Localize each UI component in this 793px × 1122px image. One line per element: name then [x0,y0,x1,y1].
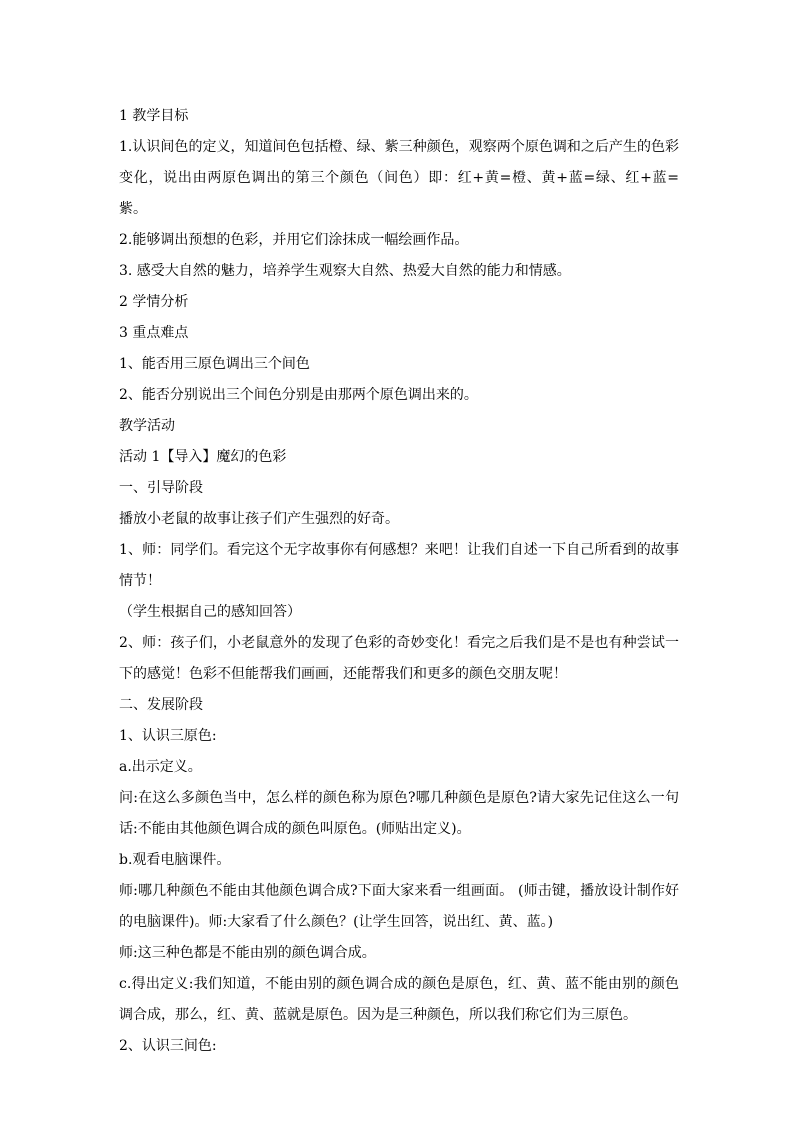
difficulty-2: 2、能否分别说出三个间色分别是由那两个原色调出来的。 [119,387,478,403]
heading-student-analysis: 2 学情分析 [119,294,189,310]
paragraph-question: 问:在这么多颜色当中，怎么样的颜色称为原色?哪几种颜色是原色?请大家先记住这么一句话:不能由其他颜色调合成的颜色叫原色。(师贴出定义)。 [119,790,679,837]
paragraph-teacher-1: 1、师：同学们。看完这个无字故事你有何感想？来吧！让我们自述一下自己所看到的故事情节！ [119,542,679,589]
section-development-stage: 二、发展阶段 [119,697,203,713]
document-body [119,101,679,1062]
heading-key-difficulties: 3 重点难点 [119,325,189,341]
item-b: b.观看电脑课件。 [119,852,231,868]
subsection-secondary-colors: 2、认识三间色: [119,1038,217,1054]
paragraph-teacher-courseware: 师:哪几种颜色不能由其他颜色调合成?下面大家来看一组画面。 (师击键，播放设计制作好的电脑课件)。师:大家看了什么颜色？(让学生回答，说出红、黄、蓝。) [119,883,679,930]
section-guide-stage: 一、引导阶段 [119,480,203,496]
item-c: c.得出定义:我们知道，不能由别的颜色调合成的颜色是原色，红、黄、蓝不能由别的颜色调合成，那么，红、黄、蓝就是原色。因为是三种颜色，所以我们称它们为三原色。 [119,976,679,1023]
paragraph-teacher-2: 2、师：孩子们，小老鼠意外的发现了色彩的奇妙变化！看完之后我们是不是也有种尝试一下的感觉！色彩不但能帮我们画画，还能帮我们和更多的颜色交朋友呢！ [119,635,679,682]
subsection-primary-colors: 1、认识三原色: [119,728,217,744]
goal-3: 3. 感受大自然的魅力，培养学生观察大自然、热爱大自然的能力和情感。 [119,263,571,279]
paragraph-student-answer: （学生根据自己的感知回答） [119,604,301,620]
paragraph-play-story: 播放小老鼠的故事让孩子们产生强烈的好奇。 [119,511,399,527]
goal-1: 1.认识间色的定义，知道间色包括橙、绿、紫三种颜色，观察两个原色调和之后产生的色彩变化，说出由两原色调出的第三个颜色（间色）即：红+黄=橙、黄+蓝=绿、红+蓝=紫。 [119,139,679,217]
heading-teaching-activities: 教学活动 [119,418,175,434]
goal-2: 2.能够调出预想的色彩，并用它们涂抹成一幅绘画作品。 [119,232,469,248]
item-a: a.出示定义。 [119,759,202,775]
difficulty-1: 1、能否用三原色调出三个间色 [119,356,310,372]
heading-teaching-goals: 1 教学目标 [119,108,189,124]
paragraph-teacher-three-colors: 师:这三种色都是不能由别的颜色调合成。 [119,945,376,961]
activity-1-title: 活动 1【导入】魔幻的色彩 [119,449,287,465]
